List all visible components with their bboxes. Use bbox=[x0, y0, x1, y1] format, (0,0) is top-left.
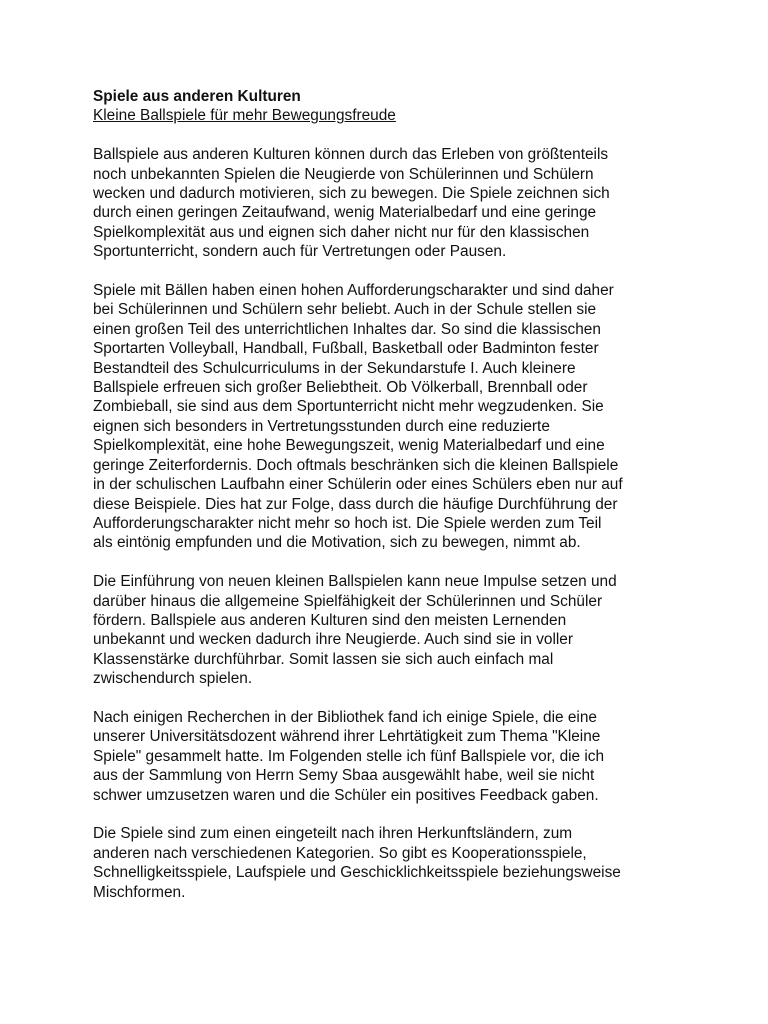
paragraph-5 bbox=[93, 824, 693, 902]
text-line: unserer Universitätsdozent während ihrer Lehrtätigkeit zum Thema "Kleine bbox=[93, 728, 601, 746]
text-line: Ballspiele erfreuen sich großer Beliebtheit. Ob Völkerball, Brennball oder bbox=[93, 379, 588, 397]
text-line: Ballspiele aus anderen Kulturen können durch das Erleben von größtenteils bbox=[93, 146, 609, 164]
document-title: Spiele aus anderen Kulturen bbox=[93, 88, 301, 105]
spacer bbox=[93, 262, 693, 281]
text-line: bei Schülerinnen und Schülern sehr beliebt. Auch in der Schule stellen sie bbox=[93, 301, 597, 319]
text-line: wecken und dadurch motivieren, sich zu bewegen. Die Spiele zeichnen sich bbox=[93, 185, 610, 203]
text-line: zwischendurch spielen. bbox=[93, 670, 253, 688]
text-line: Zombieball, sie sind aus dem Sportunterricht nicht mehr wegzudenken. Sie bbox=[93, 398, 604, 416]
text-line: Mischformen. bbox=[93, 883, 186, 901]
text-line: Schnelligkeitsspiele, Laufspiele und Geschicklichkeitsspiele beziehungsweise bbox=[93, 864, 621, 882]
text-line: Aufforderungscharakter nicht mehr so hoch ist. Die Spiele werden zum Teil bbox=[93, 514, 602, 532]
text-line: diese Beispiele. Dies hat zur Folge, dass durch die häufige Durchführung der bbox=[93, 495, 618, 513]
text-line: schwer umzusetzen waren und die Schüler ein positives Feedback gaben. bbox=[93, 786, 599, 804]
text-line: aus der Sammlung von Herrn Semy Sbaa ausgewählt habe, weil sie nicht bbox=[93, 767, 595, 785]
text-line: Die Einführung von neuen kleinen Ballspielen kann neue Impulse setzen und bbox=[93, 573, 617, 591]
text-line: Spiele" gesammelt hatte. Im Folgenden stelle ich fünf Ballspiele vor, die ich bbox=[93, 747, 605, 765]
text-line: in der schulischen Laufbahn einer Schülerin oder eines Schülers eben nur auf bbox=[93, 476, 623, 494]
document-subtitle: Kleine Ballspiele für mehr Bewegungsfreude bbox=[93, 107, 396, 125]
text-line: Klassenstärke durchführbar. Somit lassen sie sich auch einfach mal bbox=[93, 650, 554, 668]
spacer bbox=[93, 553, 693, 572]
text-line: geringe Zeiterfordernis. Doch oftmals beschränken sich die kleinen Ballspiele bbox=[93, 456, 619, 474]
spacer bbox=[93, 805, 693, 824]
text-line: darüber hinaus die allgemeine Spielfähigkeit der Schülerinnen und Schüler bbox=[93, 592, 603, 610]
text-line: als eintönig empfunden und die Motivation, sich zu bewegen, nimmt ab. bbox=[93, 534, 581, 552]
paragraph-1 bbox=[93, 145, 693, 261]
spacer bbox=[93, 689, 693, 708]
spacer bbox=[93, 126, 693, 145]
text-line: Sportarten Volleyball, Handball, Fußball, Basketball oder Badminton fester bbox=[93, 340, 599, 358]
text-line: Spielkomplexität, eine hohe Bewegungszeit, wenig Materialbedarf und eine bbox=[93, 437, 605, 455]
text-line: Spiele mit Bällen haben einen hohen Aufforderungscharakter und sind daher bbox=[93, 282, 614, 300]
paragraph-3 bbox=[93, 572, 693, 688]
document-body bbox=[93, 87, 693, 902]
text-line: eignen sich besonders in Vertretungsstunden durch eine reduzierte bbox=[93, 417, 550, 435]
text-line: durch einen geringen Zeitaufwand, wenig Materialbedarf und eine geringe bbox=[93, 204, 597, 222]
text-line: Nach einigen Recherchen in der Bibliothek fand ich einige Spiele, die eine bbox=[93, 708, 597, 726]
text-line: Spielkomplexität aus und eignen sich daher nicht nur für den klassischen bbox=[93, 223, 590, 241]
text-line: unbekannt und wecken dadurch ihre Neugierde. Auch sind sie in voller bbox=[93, 631, 573, 649]
text-line: Bestandteil des Schulcurriculums in der Sekundarstufe I. Auch kleinere bbox=[93, 359, 576, 377]
paragraph-4 bbox=[93, 708, 693, 805]
text-line: Die Spiele sind zum einen eingeteilt nach ihren Herkunftsländern, zum bbox=[93, 825, 573, 843]
text-line: noch unbekannten Spielen die Neugierde von Schülerinnen und Schülern bbox=[93, 165, 594, 183]
text-line: fördern. Ballspiele aus anderen Kulturen sind den meisten Lernenden bbox=[93, 611, 567, 629]
text-line: Sportunterricht, sondern auch für Vertretungen oder Pausen. bbox=[93, 243, 507, 261]
text-line: einen großen Teil des unterrichtlichen Inhaltes dar. So sind die klassischen bbox=[93, 320, 601, 338]
paragraph-2 bbox=[93, 281, 693, 553]
text-line: anderen nach verschiedenen Kategorien. So gibt es Kooperationsspiele, bbox=[93, 844, 587, 862]
